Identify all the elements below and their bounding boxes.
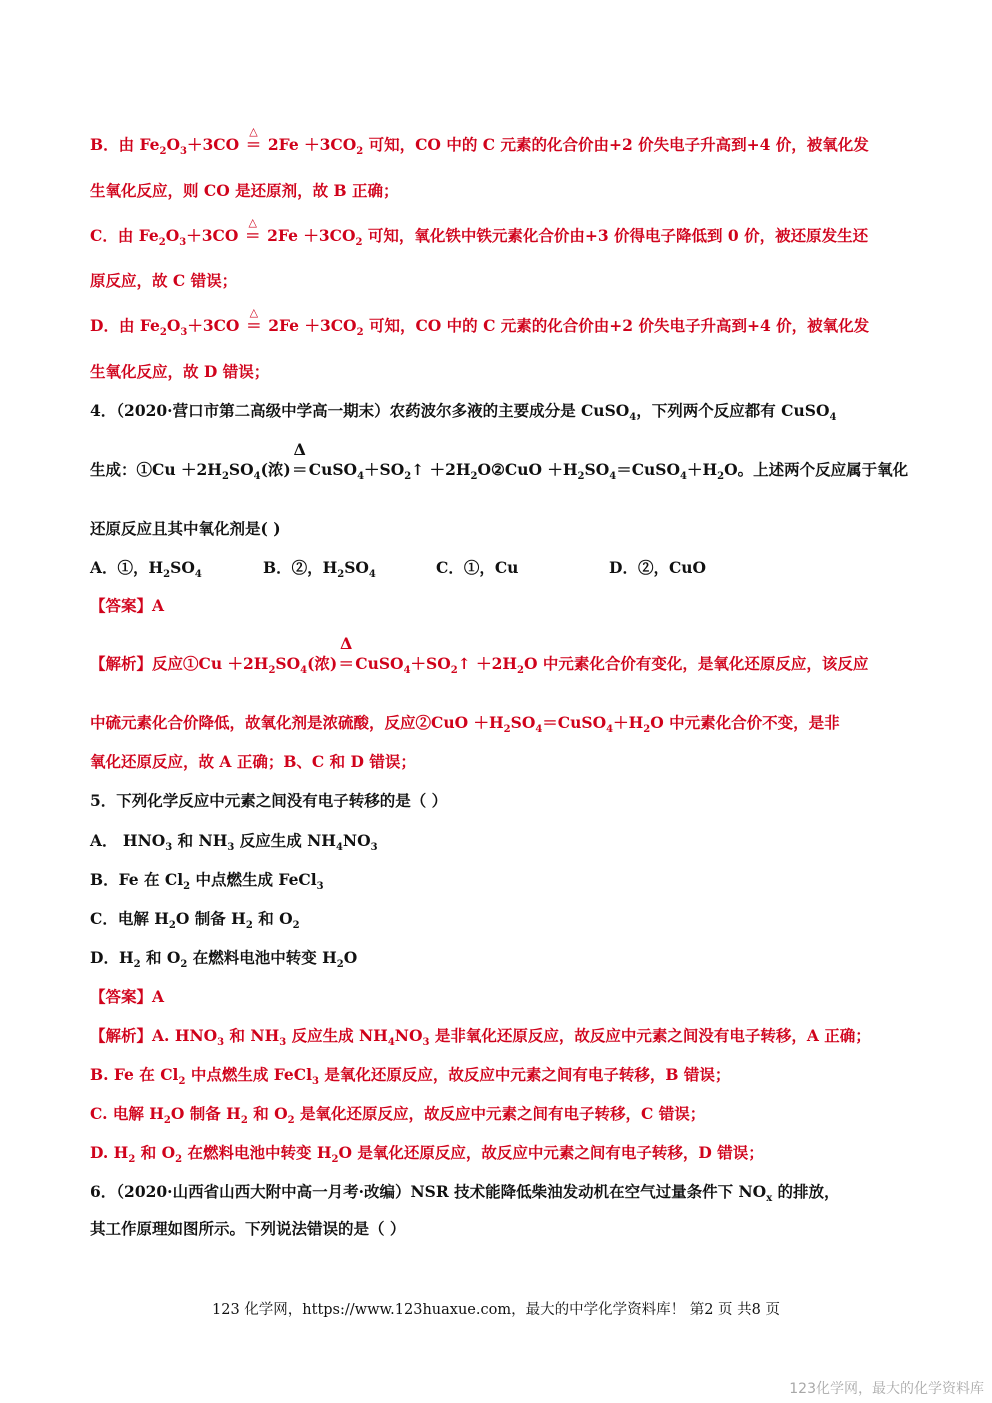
explanation-5-line3: C. 电解 $H_2O$ 制备 $H_2$ 和 $O_2$ 是氧化还原反应，故反应中元素之间有电子转移，C 错误； <box>90 1104 706 1126</box>
watermark: 123化学网，最大的化学资料库 <box>789 1381 984 1397</box>
question-5-option-c: C．电解 $H_2O$ 制备 $H_2$ 和 $O_2$ <box>90 909 300 931</box>
option-c-explanation-line2: 原反应，故 C 错误； <box>90 271 238 290</box>
heat-condition-icon: △ ＝ <box>245 125 262 154</box>
answer-4: 【答案】A <box>90 596 165 615</box>
explanation-5-line2: B. Fe 在 $Cl_2$ 中点燃生成 FeCl$_3$ 是氧化还原反应，故反应中元素之间有电子转移，B 错误； <box>90 1065 731 1087</box>
question-4-line3: 还原反应且其中氧化剂是( ) <box>90 519 281 538</box>
explanation-4-line1: 【解析】反应①Cu $+2H_2SO_4$(浓) Δ $=CuSO_4+SO_2↑ +2H_2O$ 中元素化合价有变化，是氧化还原反应，该反应 <box>90 634 869 676</box>
question-5: 5．下列化学反应中元素之间没有电子转移的是（ ） <box>90 791 448 810</box>
option-d-explanation-line2: 生氧化反应，故 D 错误； <box>90 362 270 381</box>
page-footer: 123 化学网，https://www.123huaxue.com，最大的中学化学资料库！ 第2 页 共8 页 <box>212 1302 780 1318</box>
heat-condition-icon: Δ ＝ <box>291 440 308 479</box>
explanation-4-line3: 氧化还原反应，故 A 正确；B、C 和 D 错误； <box>90 752 416 771</box>
option-b-explanation-line1: B．由 $Fe_2O_3+3CO$ △ ＝ $2Fe +3CO_2$ 可知，CO 中的 C 元素的化合价由+2 价失电子升高到+4 价，被氧化发 <box>90 125 869 157</box>
option-b-explanation-line2: 生氧化反应，则 CO 是还原剂，故 B 正确； <box>90 181 399 200</box>
question-6-line1: 6．（2020·山西省山西大附中高一月考·改编）NSR 技术能降低柴油发动机在空气过量条件下 $NO_x$ 的排放， <box>90 1182 840 1204</box>
question-5-option-a: A． $HNO_3$ 和 $NH_3$ 反应生成 $NH_4NO_3$ <box>90 831 378 853</box>
question-4-line2: 生成：①Cu $+2H_2SO_4$(浓) Δ $=CuSO_4+SO_2↑$ $+2H_2O②CuO$ $+H_2SO_4=CuSO_4+H_2O$。上述两个反应属于氧化 <box>90 440 909 482</box>
option-b: B．②，$H_2SO_4$ <box>263 558 376 580</box>
answer-5: 【答案】A <box>90 987 165 1006</box>
heat-condition-icon: Δ ＝ <box>338 634 354 673</box>
explanation-4-line2: 中硫元素化合价降低，故氧化剂是浓硫酸，反应②CuO $+H_2SO_4=CuSO_4+H_2O$ 中元素化合价不变，是非 <box>90 713 840 735</box>
explanation-5-line4: D. $H_2$ 和 $O_2$ 在燃料电池中转变 $H_2O$ 是氧化还原反应，故反应中元素之间有电子转移，D 错误； <box>90 1143 764 1165</box>
option-d: D．②，CuO <box>609 558 707 577</box>
question-4-line1: 4．（2020·营口市第二高级中学高一期末）农药波尔多液的主要成分是 CuSO$_4$，下列两个反应都有 CuSO$_4$ <box>90 401 837 423</box>
heat-condition-icon: △ ＝ <box>246 306 262 335</box>
option-c: C．①，Cu <box>436 558 519 577</box>
option-a: A．①，$H_2SO_4$ <box>90 558 202 580</box>
heat-condition-icon: △ ＝ <box>244 216 261 245</box>
option-c-explanation-line1: C．由 $Fe_2O_3+3CO$ △ ＝ $2Fe +3CO_2$ 可知，氧化铁中铁元素化合价由+3 价得电子降低到 0 价，被还原发生还 <box>90 216 869 248</box>
question-6-line2: 其工作原理如图所示。下列说法错误的是（ ） <box>90 1219 406 1238</box>
question-5-option-d: D．$H_2$ 和 $O_2$ 在燃料电池中转变 $H_2O$ <box>90 948 358 970</box>
explanation-5-line1: 【解析】A. $HNO_3$ 和 $NH_3$ 反应生成 $NH_4NO_3$ 是非氧化还原反应，故反应中元素之间没有电子转移，A 正确； <box>90 1026 871 1048</box>
option-d-explanation-line1: D．由 $Fe_2O_3+3CO$ △ ＝ $2Fe +3CO_2$ 可知，CO 中的 C 元素的化合价由+2 价失电子升高到+4 价，被氧化发 <box>90 306 870 338</box>
question-5-option-b: B．Fe 在 $Cl_2$ 中点燃生成 FeCl$_3$ <box>90 870 324 892</box>
